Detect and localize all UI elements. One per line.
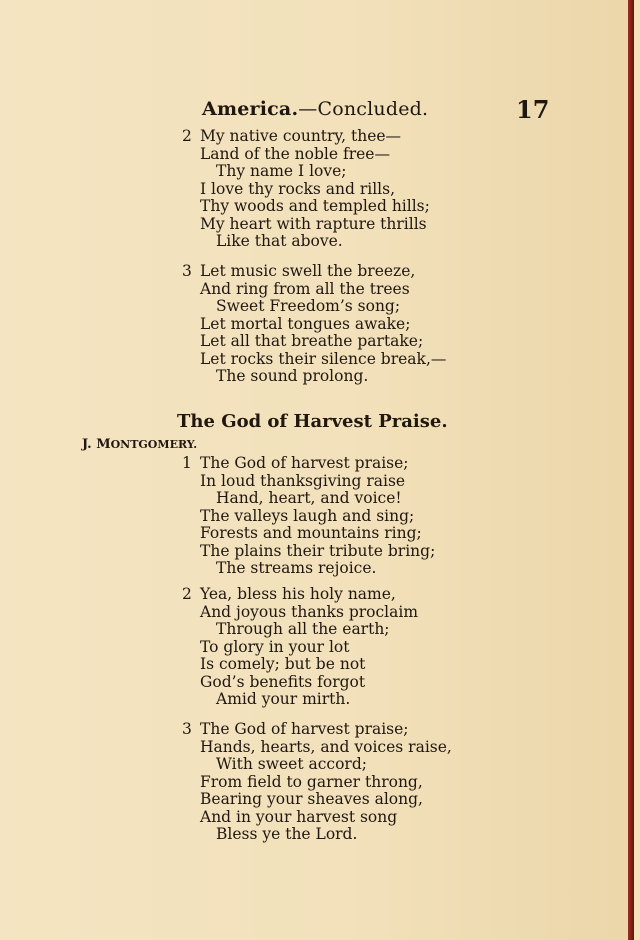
hymn-author xyxy=(82,437,197,452)
line-text: The God of harvest praise; xyxy=(200,454,409,472)
page-number: 17 xyxy=(516,95,550,124)
harvest-stanza-2 xyxy=(182,586,502,709)
running-title-suffix: —Concluded. xyxy=(298,98,429,120)
red-page-edge xyxy=(628,0,634,940)
stanza-line: The sound prolong. xyxy=(216,367,369,385)
author-surname: ONTGOMERY. xyxy=(110,438,198,451)
stanza-line: And in your harvest song xyxy=(200,807,398,826)
running-title xyxy=(202,98,428,120)
running-title-main: America. xyxy=(202,98,299,120)
stanza-line: Bless ye the Lord. xyxy=(216,825,358,843)
stanza-line: I love thy rocks and rills, xyxy=(200,179,396,198)
america-stanza-3 xyxy=(182,263,502,386)
stanza-line: Amid your mirth. xyxy=(216,690,351,708)
stanza-line: The valleys laugh and sing; xyxy=(200,506,415,525)
stanza-line: To glory in your lot xyxy=(200,637,350,656)
stanza-line xyxy=(182,128,502,146)
stanza-line: In loud thanksgiving raise xyxy=(200,471,406,490)
line-text: Let music swell the breeze, xyxy=(200,262,416,280)
stanza-line: The streams rejoice. xyxy=(216,559,377,577)
stanza-line: Like that above. xyxy=(216,232,343,250)
stanza-line: Bearing your sheaves along, xyxy=(200,790,423,808)
harvest-stanza-3 xyxy=(182,721,502,844)
stanza-line: Hands, hearts, and voices raise, xyxy=(200,737,452,756)
stanza-line: Sweet Freedom’s song; xyxy=(216,297,401,315)
stanza-line xyxy=(182,721,502,739)
harvest-stanza-1 xyxy=(182,455,502,578)
stanza-line xyxy=(182,263,502,281)
stanza-number: 3 xyxy=(182,720,192,738)
stanza-line: From field to garner throng, xyxy=(200,772,423,791)
stanza-number: 1 xyxy=(182,454,192,472)
author-initial: J. M xyxy=(82,437,111,452)
america-stanza-2 xyxy=(182,128,502,251)
stanza-line: The plains their tribute bring; xyxy=(200,541,436,560)
stanza-line: Land of the noble free— xyxy=(200,144,390,163)
stanza-line: Is comely; but be not xyxy=(200,655,366,673)
stanza-line: My heart with rapture thrills xyxy=(200,214,427,233)
stanza-line: Let rocks their silence break,— xyxy=(200,349,447,368)
stanza-line xyxy=(182,586,502,604)
line-text: The God of harvest praise; xyxy=(200,720,409,738)
stanza-number: 3 xyxy=(182,262,192,280)
stanza-line xyxy=(182,455,502,473)
stanza-line: Thy woods and templed hills; xyxy=(200,197,430,215)
stanza-line: Forests and mountains ring; xyxy=(200,524,422,542)
stanza-line: Hand, heart, and voice! xyxy=(216,489,402,507)
stanza-line: With sweet accord; xyxy=(216,755,367,773)
hymn-title: The God of Harvest Praise. xyxy=(177,411,448,432)
line-text: My native country, thee— xyxy=(200,127,402,145)
stanza-line: Through all the earth; xyxy=(216,620,390,638)
line-text: Yea, bless his holy name, xyxy=(200,585,396,603)
stanza-line: God’s benefits forgot xyxy=(200,672,366,691)
stanza-number: 2 xyxy=(182,585,192,603)
stanza-line: And joyous thanks proclaim xyxy=(200,602,419,621)
stanza-number: 2 xyxy=(182,127,192,145)
stanza-line: Thy name I love; xyxy=(216,162,347,180)
stanza-line: Let all that breathe partake; xyxy=(200,332,424,350)
stanza-line: And ring from all the trees xyxy=(200,279,410,298)
stanza-line: Let mortal tongues awake; xyxy=(200,314,411,333)
